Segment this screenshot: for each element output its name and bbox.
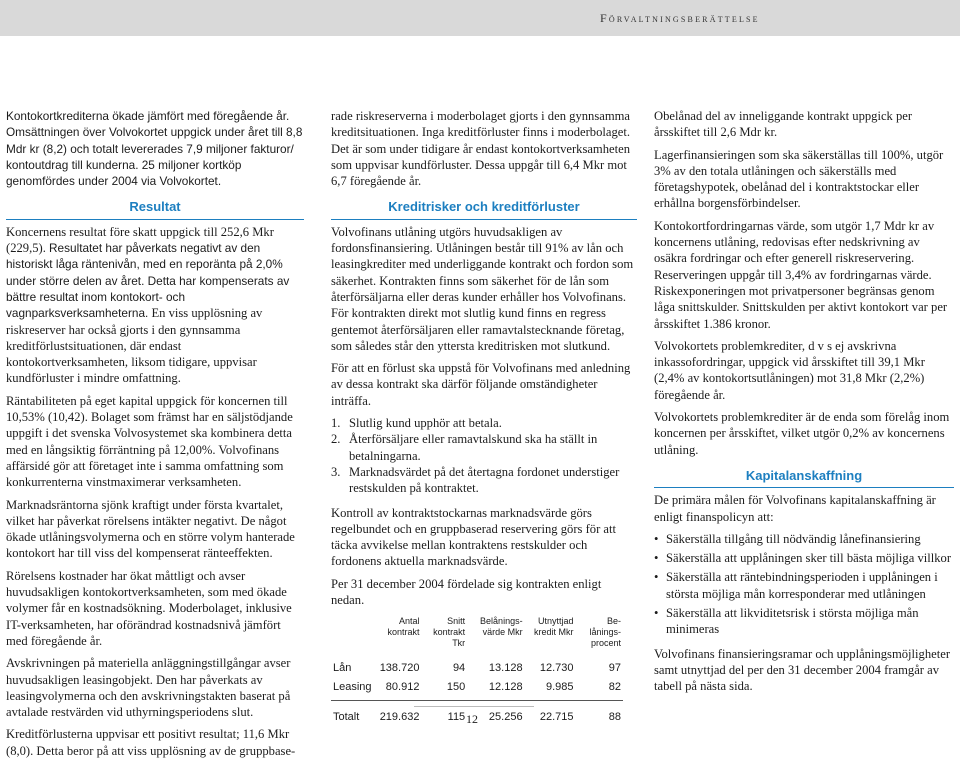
list-item — [331, 431, 637, 464]
table-cell: Leasing — [333, 680, 372, 693]
list-number: 2. — [331, 432, 341, 447]
list-text: Återförsäljare eller ramavtalskund ska ha ställt in betalningarna. — [349, 432, 598, 463]
bullet-icon: • — [654, 531, 659, 546]
section-heading-kreditrisker: Kreditrisker och kreditförluster — [331, 199, 637, 219]
list-text: Säkerställa tillgång till nödvändig lånefinansiering — [666, 531, 921, 546]
table-header: Be-lånings-procent — [589, 616, 621, 649]
list-item — [654, 569, 954, 602]
list-text: Marknadsvärdet på det återtagna fordonet understiger restskulden på kontraktet. — [349, 464, 620, 496]
table-cell: 12.730 — [539, 662, 574, 675]
list-number: 3. — [331, 464, 341, 479]
table-cell: 88 — [608, 710, 621, 723]
paragraph: Marknadsräntorna sjönk kraftigt under första kvartalet, vilket har påverkat rörelsens intäkter negativt. De något ökade utlåningsvolymerna och en större volym hanterade kontokort har till viss del kompenserat ränteeffekten. — [6, 497, 295, 561]
table-cell: 97 — [608, 662, 621, 675]
table-row — [331, 678, 623, 696]
list-item — [654, 550, 954, 566]
paragraph: Kontokortfordringarnas värde, som utgör 1,7 Mdr kr av koncernens utlåning, redovisas efter nedskrivning av osäkra fordringar och efter generell riskreservering. Reserveringen uppgår till 3,4% av fordringarnas värde. Riskexponeringen mot privatpersoner begränsas genom låga snittskulder. Snittskulden per aktivt kontokort var per årsskiftet 1.386 kronor. — [654, 218, 948, 331]
column-2 — [331, 108, 637, 726]
footer-divider — [414, 706, 534, 707]
table-cell: 12.128 — [488, 680, 523, 693]
section-heading-resultat: Resultat — [6, 199, 304, 219]
paragraph: Lagerfinansieringen som ska säkerställas till 100%, utgör 3% av den totala utlåningen och säkerställs med företagshypotek, obelånad del i kontraktstockar eller erhållna borgensförbindelser. — [654, 147, 944, 211]
table-cell: Totalt — [333, 710, 360, 723]
paragraph: De primära målen för Volvofinans kapitalanskaffning är enligt finanspolicyn att: — [654, 493, 936, 524]
paragraph: Avskrivningen på materiella anläggningstillgångar avser huvudsakligen leasingobjekt. Den har påverkats av leasingvolymerna och den avskrivningstakten baserat på avtalade restvärden vid uthyrningsperiodens slut. — [6, 656, 291, 720]
paragraph: Volvokortets problemkrediter, d v s ej avskrivna inkassofordringar, uppgick vid årsskiftet till 39,1 Mkr (2,4% av kontokortsutlåningen) mot 31,8 Mkr (2,2%) föregående år. — [654, 338, 925, 402]
paragraph: För att en förlust ska uppstå för Volvofinans med anledning av dessa kontrakt ska därför följande omständigheter inträffa. — [331, 361, 631, 408]
paragraph: Volvofinans utlåning utgörs huvudsakligen av fordonsfinansiering. Utlåningen består till 91% av lån och leasingkrediter med underliggande kontrakt och fordon som säkerhet. Kontrakten finns som säkerhet för de lån som återförsäljarna eller deras kunder erhåller hos Volvofinans. För kontrakten direkt mot slutlig kund finns en regress gentemot återförsäljaren eller ramavtalstecknande företag, som således står den yttersta kreditrisken mot slutkund. — [331, 224, 634, 353]
table-cell: 80.912 — [385, 680, 420, 693]
table-header: Belånings-värde Mkr — [480, 616, 523, 638]
table-cell: 94 — [452, 662, 466, 675]
list-number: 1. — [331, 416, 341, 431]
numbered-list — [331, 415, 637, 496]
column-1 — [6, 108, 304, 759]
table-header: Snitt kontrakt Tkr — [433, 616, 466, 649]
table-cell: 138.720 — [379, 662, 420, 675]
list-text: Säkerställa att likviditetsrisk i största möjliga mån minimeras — [666, 606, 919, 637]
paragraph: Kontokortkrediterna ökade jämfört med föregående år. Omsättningen över Volvokortet uppgick under året till 8,8 Mdr kr (8,2) och totalt levererades 7,9 miljoner fakturor/ kontoutdrag till kunderna. 25 miljoner kortköp genomfördes under 2004 via Volvokortet. — [6, 109, 303, 189]
paragraph: Volvofinans finansieringsramar och upplåningsmöjligheter samt utnyttjad del per den 31 december 2004 framgår av tabell på nästa sida. — [654, 646, 951, 694]
table-cell: 9.985 — [545, 680, 574, 693]
page-header — [0, 0, 960, 36]
table-header-row — [331, 616, 623, 659]
paragraph: Rörelsens kostnader har ökat måttligt och avser huvudsakligen kontokortverksamheten, som med ökade volymer får en kostnadsökning. Moderbolaget, inklusive IT-verksamheten, har oförändrad kostnadsnivå jämfört med föregående år. — [6, 568, 292, 648]
paragraph: rade riskreserverna i moderbolaget gjorts i den gynnsamma kreditsituationen. Inga kreditförluster finns i moderbolaget. Det är som under tidigare år endast kontokortverksamheten som uppvisar kundförluster. Dessa uppgår till 6,4 Mkr mot 6,7 föregående år. — [331, 109, 631, 189]
table-header — [331, 616, 374, 659]
bullet-icon: • — [654, 551, 659, 566]
table-cell: 22.715 — [539, 710, 574, 723]
paragraph-resultat — [6, 224, 304, 387]
bullet-list — [654, 531, 954, 638]
paragraph: Per 31 december 2004 fördelade sig kontrakten enligt nedan. — [331, 576, 602, 608]
contracts-table — [331, 616, 623, 726]
bullet-icon: • — [654, 570, 659, 585]
table-cell: 13.128 — [488, 662, 523, 675]
table-cell: 150 — [446, 680, 466, 693]
list-text: Säkerställa att räntebindningsperioden i upplåningen i största möjliga mån korresponderar med utlåningen — [666, 570, 938, 601]
table-cell: Lån — [333, 662, 352, 675]
list-text: Säkerställa att upplåningen sker till bästa möjliga villkor — [666, 551, 952, 566]
table-header: Utnyttjad kredit Mkr — [533, 616, 574, 638]
list-item — [654, 531, 954, 547]
paragraph: Kontroll av kontraktstockarnas marknadsvärde görs regelbundet och en gruppbaserad reservering görs för att täcka avvikelse mellan kontraktens restskulder och fordonens aktuella marknadsvärde. — [331, 505, 616, 569]
paragraph: Räntabiliteten på eget kapital uppgick för koncernen till 10,53% (10,42). Bolaget som främst har en säljstödjande uppgift i det svenska Volvosystemet ska kombinera detta med en långsiktig förräntning på 12,00%. Volvofinans affärsidé gör att företaget inte i samma omfattning som konkurrenterna vinstmaximerar verksamheten. — [6, 393, 293, 490]
list-item — [331, 415, 637, 431]
table-cell: 115 — [447, 710, 466, 723]
section-heading-kapitalanskaffning: Kapitalanskaffning — [654, 468, 954, 488]
table-cell: 82 — [608, 680, 621, 693]
page-number: 12 — [466, 712, 478, 726]
text-run: Koncernens resultat före skatt uppgick till 252,6 Mkr (229,5). — [6, 224, 274, 256]
list-text: Slutlig kund upphör att betala. — [349, 416, 502, 431]
bullet-icon: • — [654, 606, 659, 621]
table-row — [331, 659, 623, 677]
paragraph: Obelånad del av inneliggande kontrakt uppgick per årsskiftet till 2,6 Mdr kr. — [654, 109, 913, 140]
table-cell: 25.256 — [488, 710, 523, 723]
paragraph: Kreditförlusterna uppvisar ett positivt resultat; 11,6 Mkr (8,0). Detta beror på att viss upplösning av de gruppbase- — [6, 727, 296, 758]
table-header: Antal kontrakt — [387, 616, 420, 638]
list-item — [331, 464, 637, 497]
paragraph: Volvokortets problemkrediter är de enda som förelåg inom koncernen per årsskiftet, vilket utgör 0,2% av koncernens utlåning. — [654, 410, 950, 457]
list-item — [654, 605, 954, 638]
header-title: Förvaltningsberättelse — [600, 11, 760, 25]
column-3 — [654, 108, 954, 695]
table-cell: 219.632 — [379, 710, 420, 723]
text-run: En viss upplösning av riskreserver har också gjorts i den gynnsamma kreditförlustsituationen, där endast kontokortverksamheten, liksom tidigare, uppvisar kundförluster i mindre omfattning. — [6, 306, 263, 386]
text-run: Resultatet har påverkats negativt av den historiskt låga räntenivån, med en reporänta på 2,0% under större delen av året. Detta har kompenserats av bättre resultat inom kontokort- och vagnparksverksamheterna. — [6, 241, 290, 321]
